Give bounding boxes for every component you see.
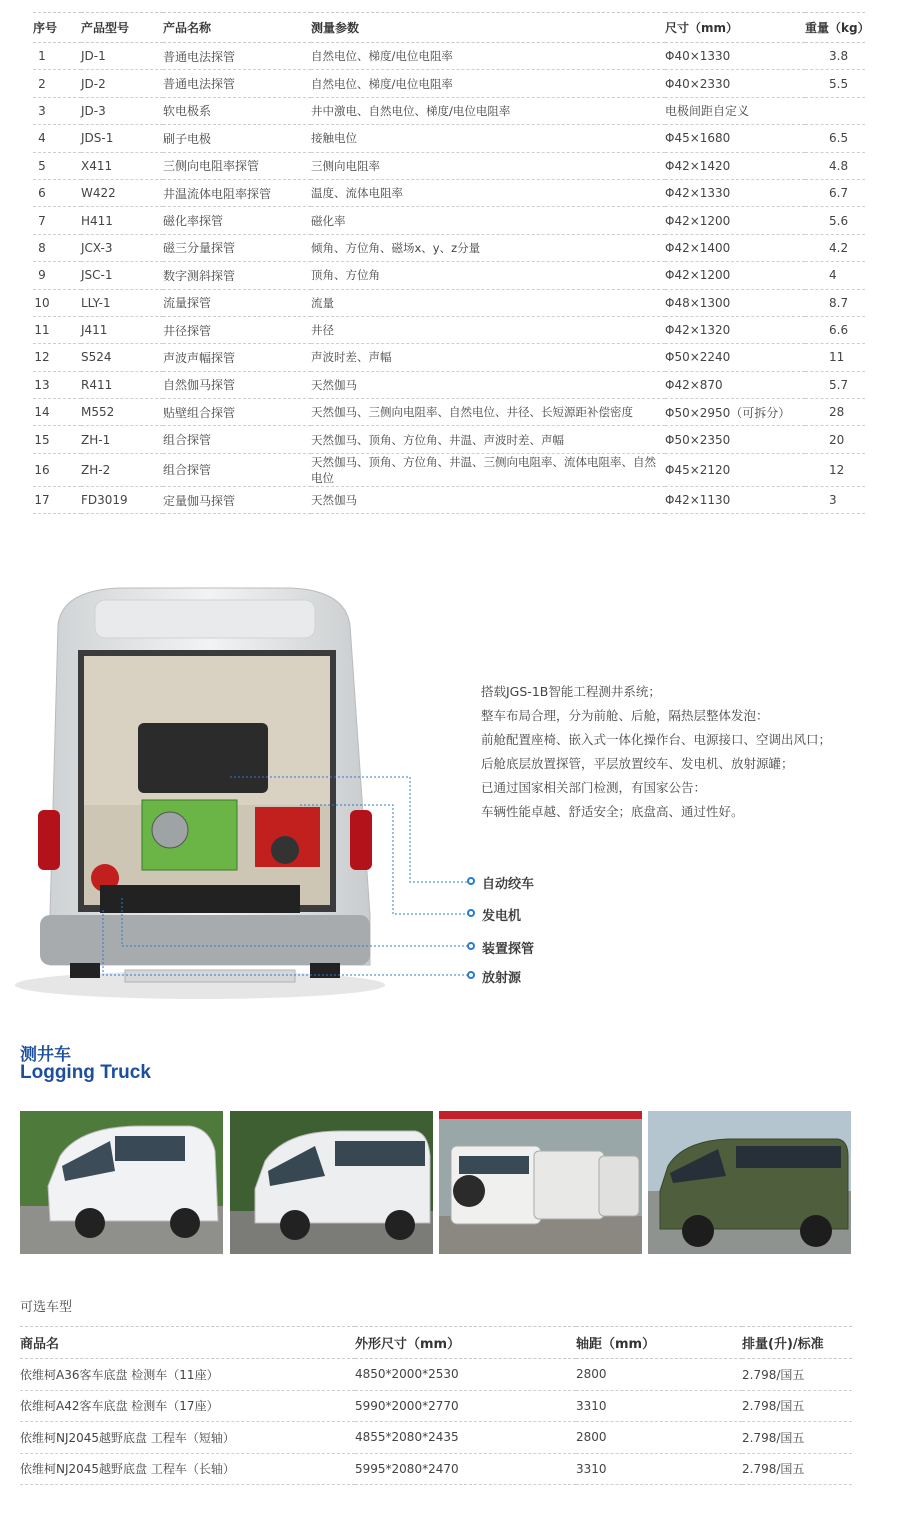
table-row	[33, 344, 865, 371]
row-size: 电极间距自定义	[665, 97, 805, 124]
row-model: JD-3	[81, 97, 163, 124]
row-displacement: 2.798/国五	[742, 1422, 852, 1454]
callout-label: 放射源	[482, 971, 522, 986]
row-dimensions: 5990*2000*2770	[355, 1390, 576, 1422]
row-size: Φ42×1400	[665, 234, 805, 261]
truck-photo-4	[648, 1111, 851, 1254]
table-row	[33, 486, 865, 513]
header-name: 产品名称	[163, 13, 311, 43]
row-name: 三侧向电阻率探管	[163, 152, 311, 179]
row-params: 声波时差、声幅	[311, 344, 665, 371]
row-params: 井径	[311, 316, 665, 343]
row-model: M552	[81, 399, 163, 426]
row-no: 16	[33, 453, 81, 486]
row-name: 定量伽马探管	[163, 486, 311, 513]
table-row	[33, 426, 865, 453]
row-model: ZH-2	[81, 453, 163, 486]
row-size: Φ50×2350	[665, 426, 805, 453]
section-title-en: Logging Truck	[20, 1062, 151, 1083]
row-params: 自然电位、梯度/电位电阻率	[311, 43, 665, 70]
header-dimensions: 外形尺寸（mm）	[355, 1327, 576, 1359]
table-row	[33, 399, 865, 426]
header-params: 测量参数	[311, 13, 665, 43]
callout-label: 装置探管	[482, 942, 535, 957]
row-no: 17	[33, 486, 81, 513]
row-displacement: 2.798/国五	[742, 1453, 852, 1485]
row-no: 7	[33, 207, 81, 234]
table-row	[20, 1453, 852, 1485]
row-params: 天然伽马、三侧向电阻率、自然电位、井径、长短源距补偿密度	[311, 399, 665, 426]
row-no: 11	[33, 316, 81, 343]
header-model: 产品型号	[81, 13, 163, 43]
table-row	[33, 207, 865, 234]
row-product-name: 依维柯A42客车底盘 检测车（17座）	[20, 1390, 355, 1422]
row-weight: 12	[805, 453, 865, 486]
row-weight: 4.8	[805, 152, 865, 179]
row-product-name: 依维柯A36客车底盘 检测车（11座）	[20, 1359, 355, 1391]
row-model: JDS-1	[81, 125, 163, 152]
row-model: S524	[81, 344, 163, 371]
table-row	[33, 43, 865, 70]
row-weight: 3	[805, 486, 865, 513]
desc-line: 后舱底层放置探管，平层放置绞车、发电机、放射源罐；	[481, 756, 794, 771]
row-product-name: 依维柯NJ2045越野底盘 工程车（长轴）	[20, 1453, 355, 1485]
row-size: Φ40×2330	[665, 70, 805, 97]
row-params: 接触电位	[311, 125, 665, 152]
row-model: JD-2	[81, 70, 163, 97]
table-row	[20, 1390, 852, 1422]
row-params: 天然伽马、顶角、方位角、井温、三侧向电阻率、流体电阻率、自然电位	[311, 453, 665, 486]
header-displacement: 排量(升)/标准	[742, 1327, 852, 1359]
desc-line: 整车布局合理，分为前舱、后舱，隔热层整体发泡：	[481, 708, 769, 723]
truck-photo-2	[230, 1111, 433, 1254]
row-no: 5	[33, 152, 81, 179]
truck-photo-1	[20, 1111, 223, 1254]
callout-probe-storage	[482, 938, 534, 957]
row-params: 井中激电、自然电位、梯度/电位电阻率	[311, 97, 665, 124]
row-product-name: 依维柯NJ2045越野底盘 工程车（短轴）	[20, 1422, 355, 1454]
row-name: 组合探管	[163, 426, 311, 453]
table-row	[33, 97, 865, 124]
table-row	[33, 289, 865, 316]
callout-radiation-source	[482, 967, 521, 986]
callout-generator	[482, 905, 521, 924]
row-model: LLY-1	[81, 289, 163, 316]
table-row	[33, 125, 865, 152]
callout-label: 发电机	[482, 909, 522, 924]
desc-line: 搭载JGS-1B智能工程测井系统；	[481, 684, 661, 699]
row-wheelbase: 2800	[576, 1422, 742, 1454]
header-no: 序号	[33, 13, 81, 43]
callout-dot-icon	[467, 942, 475, 950]
row-name: 井温流体电阻率探管	[163, 179, 311, 206]
row-weight: 6.5	[805, 125, 865, 152]
row-size: Φ50×2240	[665, 344, 805, 371]
table-row	[33, 316, 865, 343]
table-row	[33, 234, 865, 261]
table-row	[33, 453, 865, 486]
row-weight: 28	[805, 399, 865, 426]
desc-line: 车辆性能卓越、舒适安全；底盘高、通过性好。	[481, 804, 744, 819]
row-displacement: 2.798/国五	[742, 1390, 852, 1422]
probe-spec-table	[33, 12, 870, 514]
row-params: 自然电位、梯度/电位电阻率	[311, 70, 665, 97]
row-weight	[805, 97, 865, 124]
row-weight: 11	[805, 344, 865, 371]
row-model: R411	[81, 371, 163, 398]
row-model: ZH-1	[81, 426, 163, 453]
row-size: Φ42×1330	[665, 179, 805, 206]
callout-dot-icon	[467, 909, 475, 917]
row-name: 软电极系	[163, 97, 311, 124]
row-model: J411	[81, 316, 163, 343]
vehicle-description	[481, 680, 831, 824]
row-no: 4	[33, 125, 81, 152]
row-displacement: 2.798/国五	[742, 1359, 852, 1391]
header-size: 尺寸（mm）	[665, 13, 805, 43]
row-dimensions: 4855*2080*2435	[355, 1422, 576, 1454]
row-params: 倾角、方位角、磁场x、y、z分量	[311, 234, 665, 261]
table-row	[33, 262, 865, 289]
row-dimensions: 5995*2080*2470	[355, 1453, 576, 1485]
row-no: 15	[33, 426, 81, 453]
row-weight: 3.8	[805, 43, 865, 70]
table-row	[33, 70, 865, 97]
row-size: Φ42×1420	[665, 152, 805, 179]
probe-table-header	[33, 13, 865, 43]
vehicle-options-table	[20, 1326, 852, 1485]
table-row	[20, 1422, 852, 1454]
row-name: 贴壁组合探管	[163, 399, 311, 426]
row-no: 9	[33, 262, 81, 289]
row-weight: 20	[805, 426, 865, 453]
row-size: Φ48×1300	[665, 289, 805, 316]
van-image	[10, 585, 390, 1005]
row-no: 1	[33, 43, 81, 70]
row-model: FD3019	[81, 486, 163, 513]
table-row	[33, 152, 865, 179]
desc-line: 前舱配置座椅、嵌入式一体化操作台、电源接口、空调出风口；	[481, 732, 832, 747]
row-size: Φ42×1200	[665, 262, 805, 289]
row-name: 组合探管	[163, 453, 311, 486]
header-product-name: 商品名	[20, 1327, 355, 1359]
row-model: JSC-1	[81, 262, 163, 289]
row-params: 三侧向电阻率	[311, 152, 665, 179]
row-no: 12	[33, 344, 81, 371]
row-dimensions: 4850*2000*2530	[355, 1359, 576, 1391]
table-row	[33, 371, 865, 398]
row-no: 10	[33, 289, 81, 316]
row-name: 流量探管	[163, 289, 311, 316]
row-model: JCX-3	[81, 234, 163, 261]
row-weight: 5.5	[805, 70, 865, 97]
row-params: 流量	[311, 289, 665, 316]
row-params: 天然伽马	[311, 486, 665, 513]
row-params: 温度、流体电阻率	[311, 179, 665, 206]
row-size: Φ45×1680	[665, 125, 805, 152]
callout-label: 自动绞车	[482, 877, 535, 892]
row-size: Φ42×1320	[665, 316, 805, 343]
row-wheelbase: 3310	[576, 1453, 742, 1485]
row-model: X411	[81, 152, 163, 179]
row-weight: 6.6	[805, 316, 865, 343]
row-size: Φ45×2120	[665, 453, 805, 486]
desc-line: 已通过国家相关部门检测，有国家公告：	[481, 780, 707, 795]
row-size: Φ42×870	[665, 371, 805, 398]
row-weight: 5.6	[805, 207, 865, 234]
row-name: 磁三分量探管	[163, 234, 311, 261]
row-name: 普通电法探管	[163, 43, 311, 70]
row-model: H411	[81, 207, 163, 234]
row-size: Φ42×1130	[665, 486, 805, 513]
vehicle-table-title: 可选车型	[20, 1300, 73, 1315]
row-params: 磁化率	[311, 207, 665, 234]
row-weight: 4	[805, 262, 865, 289]
row-size: Φ42×1200	[665, 207, 805, 234]
vehicle-table-header	[20, 1327, 852, 1359]
header-weight: 重量（kg）	[805, 13, 865, 43]
row-params: 顶角、方位角	[311, 262, 665, 289]
row-name: 普通电法探管	[163, 70, 311, 97]
callout-dot-icon	[467, 971, 475, 979]
table-row	[33, 179, 865, 206]
row-size: Φ40×1330	[665, 43, 805, 70]
callout-dot-icon	[467, 877, 475, 885]
truck-photo-3	[439, 1111, 642, 1254]
row-model: W422	[81, 179, 163, 206]
row-name: 刷子电极	[163, 125, 311, 152]
row-no: 3	[33, 97, 81, 124]
row-weight: 8.7	[805, 289, 865, 316]
row-no: 13	[33, 371, 81, 398]
row-params: 天然伽马	[311, 371, 665, 398]
row-weight: 4.2	[805, 234, 865, 261]
row-name: 数字测斜探管	[163, 262, 311, 289]
row-no: 14	[33, 399, 81, 426]
van-rear-illustration	[10, 585, 390, 1005]
row-size: Φ50×2950（可拆分）	[665, 399, 805, 426]
callout-winch	[482, 873, 534, 892]
table-row	[20, 1359, 852, 1391]
row-params: 天然伽马、顶角、方位角、井温、声波时差、声幅	[311, 426, 665, 453]
row-no: 6	[33, 179, 81, 206]
row-weight: 5.7	[805, 371, 865, 398]
row-no: 2	[33, 70, 81, 97]
row-wheelbase: 2800	[576, 1359, 742, 1391]
header-wheelbase: 轴距（mm）	[576, 1327, 742, 1359]
row-model: JD-1	[81, 43, 163, 70]
section-title-cn: 测井车	[20, 1045, 71, 1065]
row-name: 磁化率探管	[163, 207, 311, 234]
row-wheelbase: 3310	[576, 1390, 742, 1422]
row-no: 8	[33, 234, 81, 261]
row-name: 声波声幅探管	[163, 344, 311, 371]
row-name: 井径探管	[163, 316, 311, 343]
row-weight: 6.7	[805, 179, 865, 206]
row-name: 自然伽马探管	[163, 371, 311, 398]
